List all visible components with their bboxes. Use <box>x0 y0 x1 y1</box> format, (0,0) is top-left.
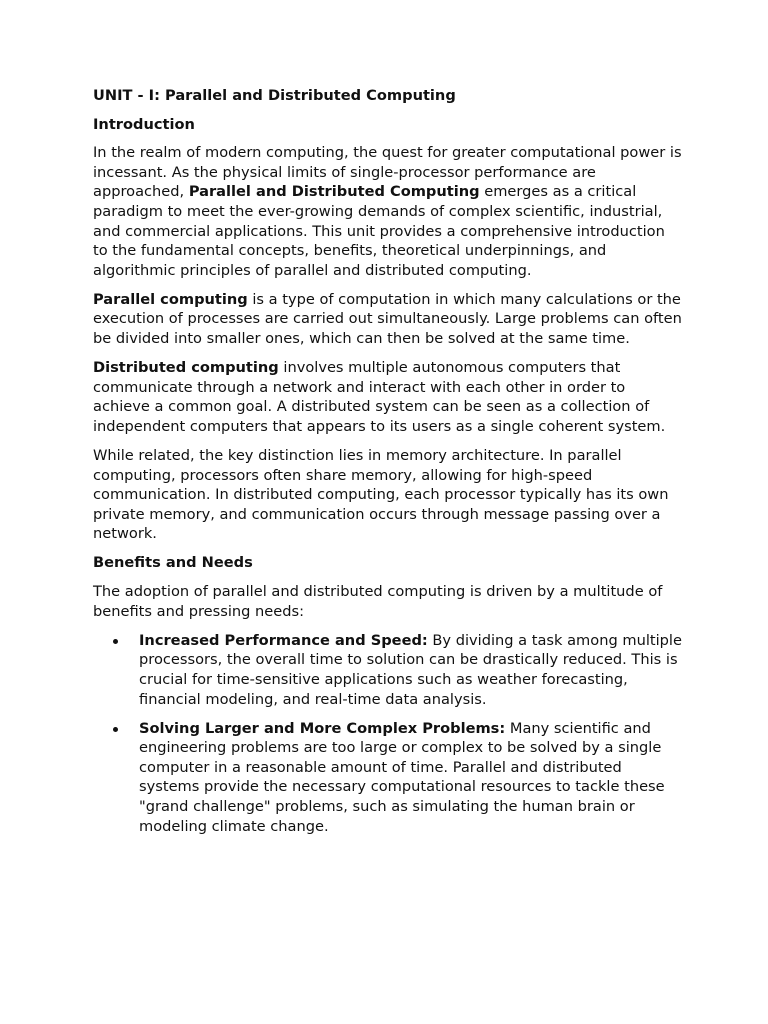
distributed-computing-paragraph <box>93 358 683 436</box>
bullet-text <box>139 632 682 708</box>
benefits-intro-paragraph: The adoption of parallel and distributed computing is driven by a multitude of benefits and pressing needs: <box>93 583 663 620</box>
distributed-computing-term: Distributed computing <box>93 359 279 377</box>
bullet-body: Many scientific and engineering problems are too large or complex to be solved by a single computer in a reasonable amount of time. Parallel and distributed systems provide the necessary computational resources to tackle these "grand challenge" problems, such as simulating the human brain or modeling climate change. <box>139 719 665 835</box>
bullet-body: By dividing a task among multiple processors, the overall time to solution can be drastically reduced. This is crucial for time-sensitive applications such as weather forecasting, financial modeling, and real-time data analysis. <box>139 631 682 708</box>
introduction-paragraph <box>93 143 683 280</box>
parallel-computing-text: is a type of computation in which many calculations or the execution of processes are carried out simultaneously. Large problems can often be divided into smaller ones, which can then be solved at the same time. <box>93 290 682 348</box>
parallel-computing-term: Parallel computing <box>93 290 248 308</box>
parallel-computing-paragraph <box>93 290 683 349</box>
bullet-icon <box>113 639 118 644</box>
benefits-list <box>93 631 683 836</box>
introduction-heading: Introduction <box>93 115 195 133</box>
list-item <box>93 631 683 709</box>
document-page <box>93 86 683 846</box>
bullet-bold-lead: Solving Larger and More Complex Problems: <box>139 719 506 737</box>
bullet-icon <box>113 727 118 732</box>
benefits-heading: Benefits and Needs <box>93 554 253 572</box>
intro-text-end: emerges as a critical paradigm to meet the ever-growing demands of complex scientific, industrial, and commercial applications. This unit provides a comprehensive introduction to the fundamental concepts, benefits, theoretical underpinnings, and algorithmic principles of parallel and distributed computing. <box>93 183 665 279</box>
distinction-paragraph: While related, the key distinction lies in memory architecture. In parallel computing, processors often share memory, allowing for high-speed communication. In distributed computing, each processor typically has its own private memory, and communication occurs through message passing over a network. <box>93 447 669 543</box>
bullet-bold-lead: Increased Performance and Speed: <box>139 631 428 649</box>
bullet-text <box>139 720 665 835</box>
distributed-computing-text: involves multiple autonomous computers that communicate through a network and interact with each other in order to achieve a common goal. A distributed system can be seen as a collection of independent computers that appears to its users as a single coherent system. <box>93 359 666 435</box>
list-item <box>93 719 683 837</box>
intro-bold-term: Parallel and Distributed Computing <box>188 183 480 201</box>
document-title: UNIT - I: Parallel and Distributed Computing <box>93 87 456 104</box>
intro-text-start: In the realm of modern computing, the quest for greater computational power is incessant. As the physical limits of single-processor performance are approached, <box>93 144 682 201</box>
